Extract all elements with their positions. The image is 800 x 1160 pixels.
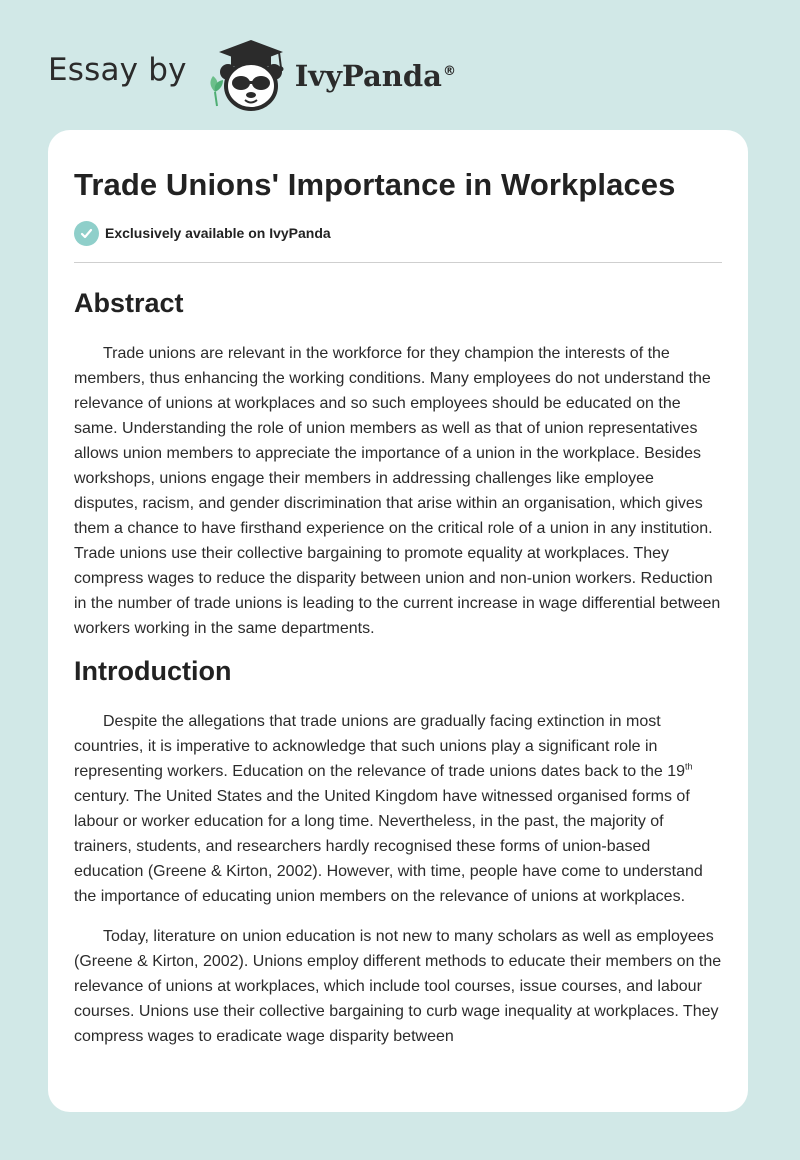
panda-logo-icon[interactable] (201, 36, 293, 112)
site-header (48, 34, 456, 114)
section-heading-introduction: Introduction (74, 656, 232, 686)
section-heading-abstract: Abstract (74, 288, 184, 318)
essay-title: Trade Unions' Importance in Workplaces (74, 167, 676, 202)
introduction-paragraph-1: Despite the allegations that trade unions are gradually facing extinction in most countries, it is imperative to acknowledge that such unions play a significant role in representing workers. Education on the relevance of trade unions dates back to the 19th century. The United States and the United Kingdom have witnessed organised forms of labour or worker education for a long time. Nevertheless, in the past, the majority of trainers, students, and researchers hardly recognised these forms of union-based education (Greene & Kirton, 2002). However, with time, people have come to understand the importance of educating union members on the relevance of unions at workplaces. (74, 713, 703, 905)
essay-card (48, 130, 748, 1112)
introduction-paragraph-2: Today, literature on union education is not new to many scholars as well as employees (Greene & Kirton, 2002). Unions employ different methods to educate their members on the relevance of unions at workplaces, which include tool courses, issue courses, and labour courses. Unions use their collective bargaining to curb wage inequality at workplaces. They compress wages to eradicate wage disparity between (74, 928, 722, 1045)
exclusive-badge (74, 220, 722, 246)
check-icon (74, 221, 99, 246)
abstract-paragraph: Trade unions are relevant in the workforce for they champion the interests of the members, thus enhancing the working conditions. Many employees do not understand the relevance of unions at workplaces and so such employees should be educated on the same. Understanding the role of union members as well as that of union representatives allows union members to appreciate the importance of a union in the workplace. Besides workshops, unions engage their members in addressing challenges like employee disputes, racism, and gender discrimination that arise within an organisation, which gives them a chance to have firsthand experience on the critical role of a union in any institution. Trade unions use their collective bargaining to promote equality at workplaces. They compress wages to reduce the disparity between union and non-union workers. Reduction in the number of trade unions is leading to the current increase in wage differential between workers working in the same departments. (74, 345, 721, 637)
brand-name[interactable]: IvyPanda® (294, 59, 456, 93)
badge-text: Exclusively available on IvyPanda (105, 225, 331, 241)
title-divider (74, 262, 722, 263)
brand-prefix: Essay by (48, 52, 187, 88)
